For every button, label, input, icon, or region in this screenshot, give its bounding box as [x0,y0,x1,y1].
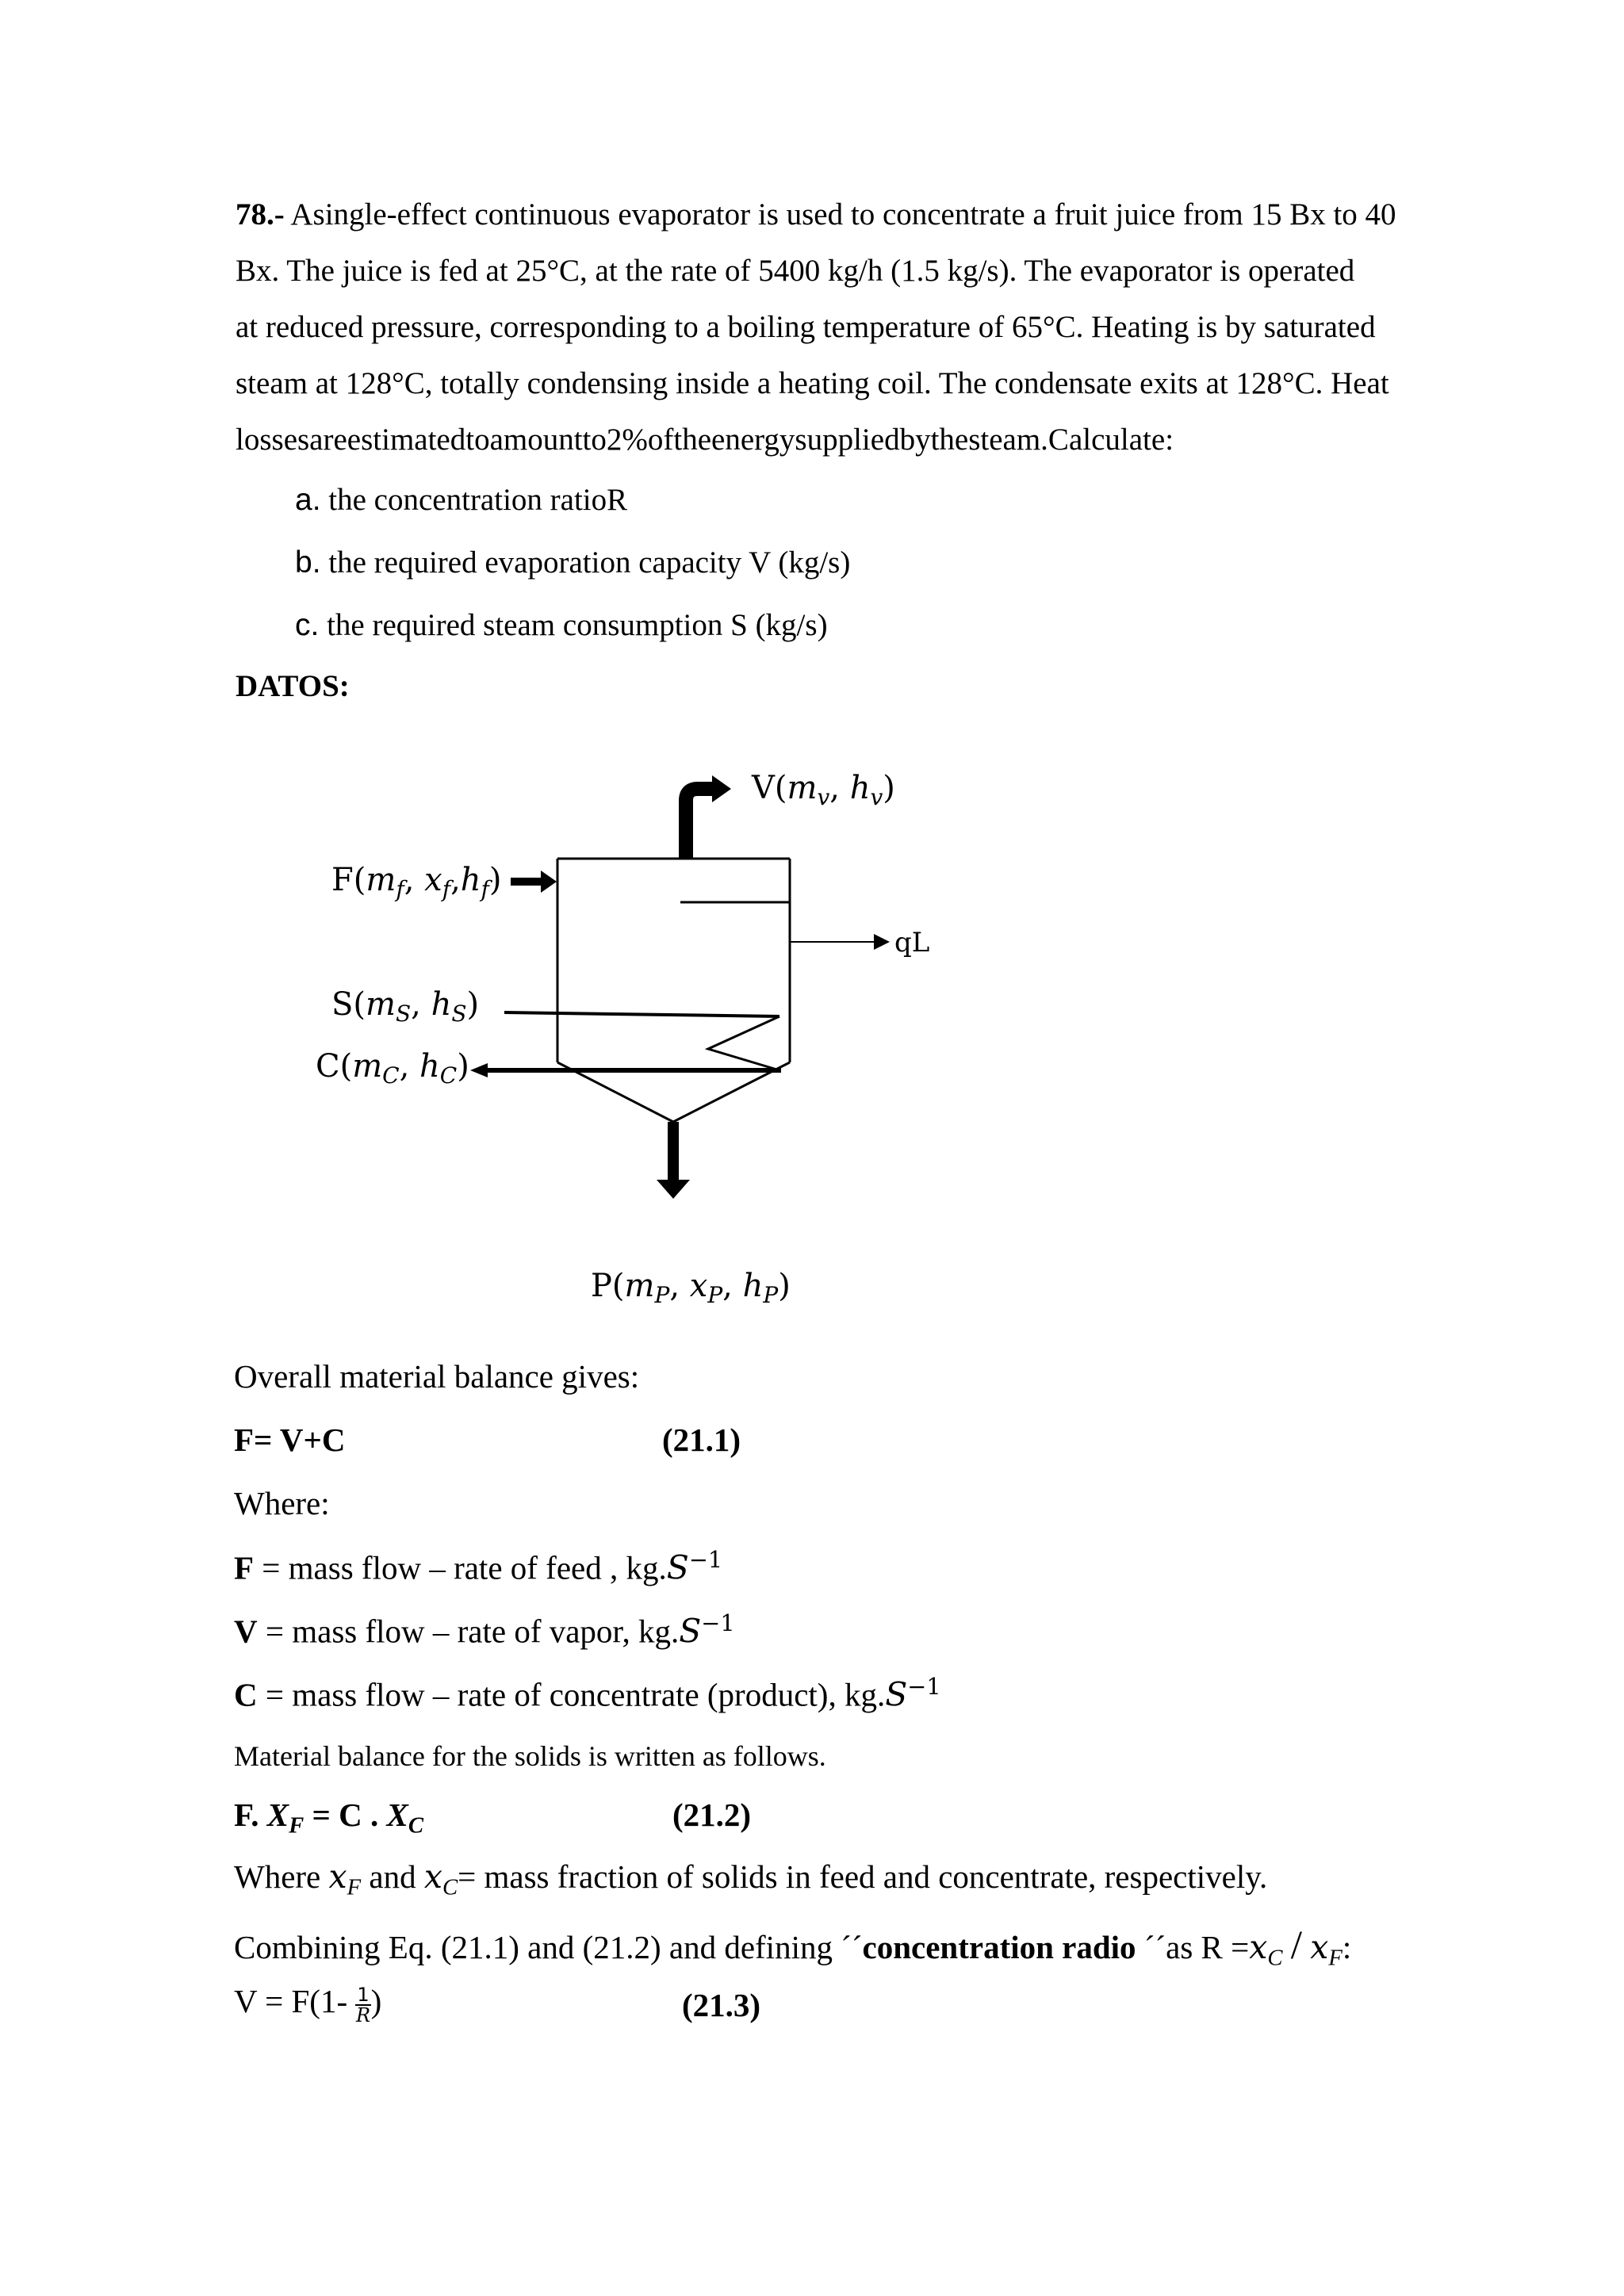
definition-c-symbol: C [234,1676,258,1713]
combining-line: Combining Eq. (21.1) and (21.2) and defining ´´concentration radio ´´as $R =x_C / x_F$: [234,1923,1352,1971]
list-item-a [295,472,627,528]
vapor-outlet-arrow [686,775,731,859]
datos-heading: DATOS: [236,669,350,703]
where2-word: Where [234,1858,321,1895]
product-outlet-arrow [657,1122,690,1199]
where2-sub-conc: C [442,1874,458,1900]
ratio-sub-feed: F [1328,1945,1342,1971]
list-item-c [295,597,828,653]
definition-c [234,1673,941,1713]
eq2-x-conc: X [386,1797,408,1833]
list-marker-a: a. [295,483,321,517]
eq3-right: ) [370,1983,382,2019]
eq2-mid: = C . [304,1797,379,1833]
definition-c-unit: S [885,1675,908,1714]
list-text-b: the required evaporation capacity V (kg/s) [328,545,851,580]
condensate-outlet-arrow [470,1063,781,1077]
list-text-a: the concentration ratioR [328,483,628,517]
definition-v-text: = mass flow – rate of vapor, kg. [257,1613,680,1650]
equation-21-1: F= V+C [234,1422,346,1458]
where2-x-conc: x [423,1858,442,1896]
definition-v-symbol: V [234,1613,258,1650]
problem-line-1-text: Asingle-effect continuous evaporator is used to concentrate a fruit juice from 15 Bx to 40 [290,197,1396,232]
combining-text-a: Combining Eq. (21.1) and (21.2) and defining ´´ [234,1929,863,1965]
where2-text: = mass fraction of solids in feed and concentrate, respectively. [458,1858,1268,1895]
evaporator-diagram [0,745,1624,1332]
list-text-c: the required steam consumption S (kg/s) [327,608,828,642]
heat-loss-label: qL [894,927,930,959]
eq2-sub-feed: F [289,1812,304,1839]
definition-v-exp: −1 [701,1609,735,1636]
definition-c-text: = mass flow – rate of concentrate (product), kg. [257,1676,886,1713]
solids-intro: Material balance for the solids is written as follows. [234,1740,826,1772]
ratio-x-conc: x [1249,1928,1268,1966]
steam-coil [504,1012,779,1070]
list-item-b [295,534,850,591]
definition-c-exp: −1 [907,1673,941,1700]
evaporator-vessel [557,859,790,1122]
definition-f [234,1546,722,1586]
where2-x-feed: x [328,1858,347,1896]
problem-line-2: Bx. The juice is fed at 25°C, at the rate of 5400 kg/h (1.5 kg/s). The evaporator is operated [236,254,1355,288]
equation-21-2 [234,1796,423,1839]
ratio-x-feed: x [1310,1928,1329,1966]
definition-f-symbol: F [234,1549,255,1586]
problem-number: 78.- [236,197,285,232]
ratio-sub-conc: C [1267,1945,1283,1971]
where2-sub-feed: F [347,1874,362,1900]
where-mass-fractions [234,1858,1267,1901]
problem-line-5: lossesareestimatedtoamountto2%oftheenergysuppliedbythesteam.Calculate: [236,423,1174,457]
balance-intro: Overall material balance gives: [234,1358,640,1395]
definition-f-unit: S [666,1548,689,1587]
equation-21-2-number: (21.2) [672,1797,752,1833]
list-marker-b: b. [295,545,321,580]
equation-21-3-number: (21.3) [682,1987,761,2023]
feed-label: $F(m_f$, $x_f,h_f$) [331,862,502,902]
eq2-x-feed: X [266,1797,289,1833]
definition-f-exp: −1 [688,1546,723,1573]
vapor-label: $V(m_v$, $h_v$) [752,770,895,810]
product-label: $P(m_P$, $x_P$, $h_P$) [591,1268,791,1308]
combining-text-c: ´´as R = [1143,1929,1250,1965]
eq3-left: V = F(1- [234,1983,348,2019]
definition-f-text: = mass flow – rate of feed , kg. [254,1549,667,1586]
eq3-numerator: 1 [357,1983,370,2006]
steam-label: $S(m_S$, $h_S$) [331,986,480,1027]
condensate-label: $C(m_C$, $h_C$) [316,1048,469,1089]
equation-21-1-number: (21.1) [662,1422,741,1458]
eq2-left: F. [234,1797,259,1833]
equation-21-3 [234,1982,381,2025]
eq2-sub-conc: C [408,1812,424,1839]
list-marker-c: c. [295,608,320,642]
where2-and: and [369,1858,416,1895]
eq3-fraction [355,1985,370,2025]
problem-line-1 [236,186,1396,243]
where-label: Where: [234,1485,330,1521]
feed-inlet-arrow [511,871,557,893]
problem-line-4: steam at 128°C, totally condensing inside a heating coil. The condensate exits at 128°C. Heat [236,366,1389,400]
problem-line-3: at reduced pressure, corresponding to a boiling temperature of 65°C. Heating is by saturated [236,310,1376,344]
definition-v-unit: S [679,1612,702,1651]
definition-v [234,1609,735,1650]
combining-text-b: concentration radio [862,1929,1136,1965]
eq3-denominator: R [355,2003,371,2026]
